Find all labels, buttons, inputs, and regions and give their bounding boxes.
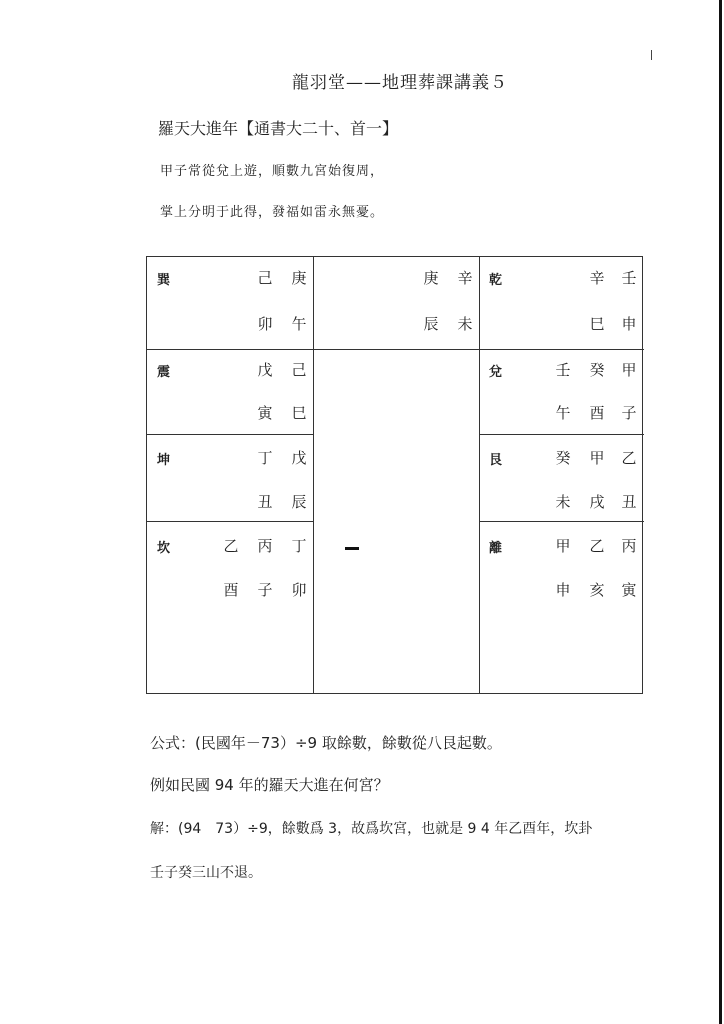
palace-label-kan: 坎 [157,541,171,556]
stem: 丁 [257,449,273,467]
palace-label-qian: 乾 [489,273,503,288]
palace-label-kun: 坤 [157,453,171,468]
palace-label-gen: 艮 [489,453,503,468]
palace-label-xun: 巽 [157,273,171,288]
branch: 酉 [223,581,239,599]
row-divider [313,349,479,350]
branch: 亥 [589,581,605,599]
stem: 丙 [257,537,273,555]
row-divider [147,349,313,350]
section-subtitle: 羅天大進年【通書大二十、首一】 [158,119,399,138]
stem: 庚 [423,269,439,287]
branch: 卯 [291,581,307,599]
verse-line-1: 甲子常從兌上遊，順數九宮始復周， [160,164,385,179]
branch: 寅 [257,404,273,422]
branch: 辰 [423,315,439,333]
formula-text: 公式：(民國年－73）÷9 取餘數，餘數從八艮起數。 [150,734,502,752]
column-divider [479,257,480,693]
stem: 癸 [589,361,605,379]
stem: 甲 [621,361,637,379]
stem: 戊 [291,449,307,467]
nine-palace-table [146,256,643,694]
branch: 戌 [589,493,605,511]
branch: 巳 [589,315,605,333]
solution-text-cont: 壬子癸三山不退。 [150,865,262,881]
stem: 己 [291,361,307,379]
row-divider [479,521,644,522]
stem: 乙 [589,537,605,555]
branch: 子 [257,581,273,599]
stem: 辛 [589,269,605,287]
stem: 乙 [621,449,637,467]
palace-label-dui: 兌 [489,365,503,380]
stem: 戊 [257,361,273,379]
branch: 寅 [621,581,637,599]
branch: 卯 [257,315,273,333]
branch: 辰 [291,493,307,511]
palace-label-li: 離 [489,541,503,556]
branch: 巳 [291,404,307,422]
example-question: 例如民國 94 年的羅天大進在何宮？ [150,776,389,794]
row-divider [479,349,644,350]
stem: 丙 [621,537,637,555]
stem: 辛 [457,269,473,287]
branch: 丑 [257,493,273,511]
stem: 庚 [291,269,307,287]
branch: 申 [555,581,571,599]
stem: 癸 [555,449,571,467]
scan-edge [719,0,722,1024]
palace-label-zhen: 震 [157,365,171,380]
branch: 未 [457,315,473,333]
row-divider [147,521,313,522]
stem: 己 [257,269,273,287]
ink-mark [345,547,359,550]
branch: 丑 [621,493,637,511]
row-divider [147,434,313,435]
branch: 未 [555,493,571,511]
page-title: 龍羽堂——地理葬課講義５ [292,73,508,93]
row-divider [479,434,644,435]
stem: 壬 [621,269,637,287]
stem: 甲 [555,537,571,555]
branch: 酉 [589,404,605,422]
verse-line-2: 掌上分明于此得，發福如雷永無憂。 [160,205,385,220]
branch: 午 [291,315,307,333]
branch: 午 [555,404,571,422]
branch: 子 [621,404,637,422]
stem: 甲 [589,449,605,467]
solution-text: 解：(94 73）÷9，餘數爲 3，故爲坎宮，也就是 9 4 年乙酉年，坎卦 [150,821,593,837]
column-divider [313,257,314,693]
page-tick-mark [651,50,652,60]
branch: 申 [621,315,637,333]
stem: 壬 [555,361,571,379]
stem: 丁 [291,537,307,555]
stem: 乙 [223,537,239,555]
